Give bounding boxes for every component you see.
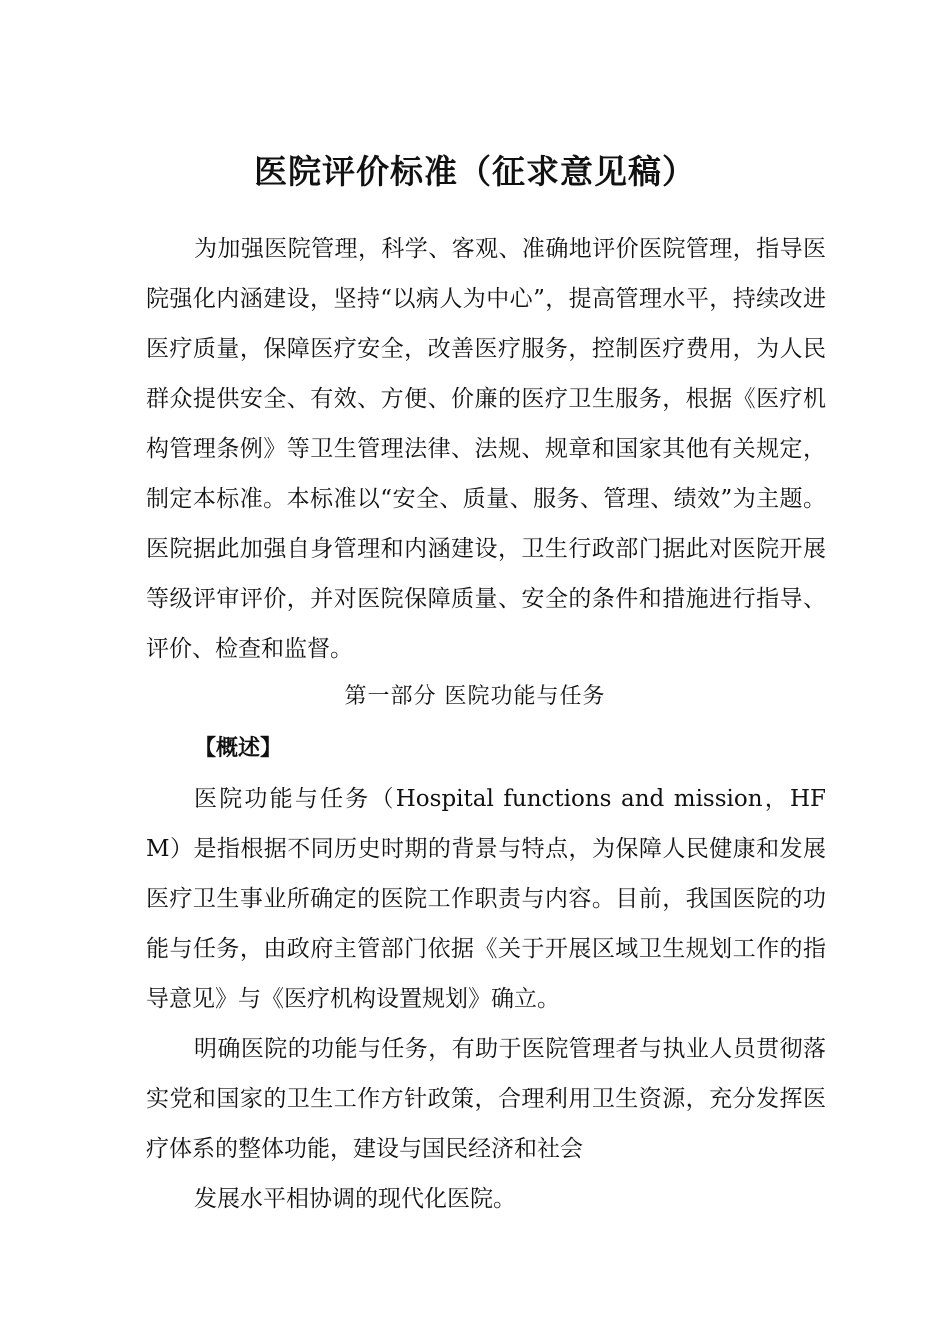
overview-paragraph-3: 发展水平相协调的现代化医院。 bbox=[194, 1186, 516, 1212]
document-title: 医院评价标准（征求意见稿） bbox=[254, 152, 696, 192]
intro-paragraph: 为加强医院管理，科学、客观、准确地评价医院管理，指导医院强化内涵建设，坚持“以病人为中心”，提高管理水平，持续改进医疗质量，保障医疗安全，改善医疗服务，控制医疗费用，为人民群众提供安全、有效、方便、价廉的医疗卫生服务，根据《医疗机构管理条例》等卫生管理法律、法规、规章和国家其他有关规定，制定本标准。本标准以“安全、质量、服务、管理、绩效”为主题。医院据此加强自身管理和内涵建设，卫生行政部门据此对医院开展等级评审评价，并对医院保障质量、安全的条件和措施进行指导、评价、检查和监督。 bbox=[146, 236, 826, 662]
overview-paragraph-1: 医院功能与任务（Hospital functions and mission，HFM）是指根据不同历史时期的背景与特点，为保障人民健康和发展医疗卫生事业所确定的医院工作职责与内容。目前，我国医院的功能与任务，由政府主管部门依据《关于开展区域卫生规划工作的指导意见》与《医疗机构设置规划》确立。 bbox=[146, 786, 826, 1012]
section-heading: 第一部分 医院功能与任务 bbox=[344, 684, 606, 709]
overview-paragraph-2: 明确医院的功能与任务，有助于医院管理者与执业人员贯彻落实党和国家的卫生工作方针政策，合理利用卫生资源，充分发挥医疗体系的整体功能，建设与国民经济和社会 bbox=[146, 1036, 826, 1162]
overview-heading: 【概述】 bbox=[194, 736, 283, 761]
